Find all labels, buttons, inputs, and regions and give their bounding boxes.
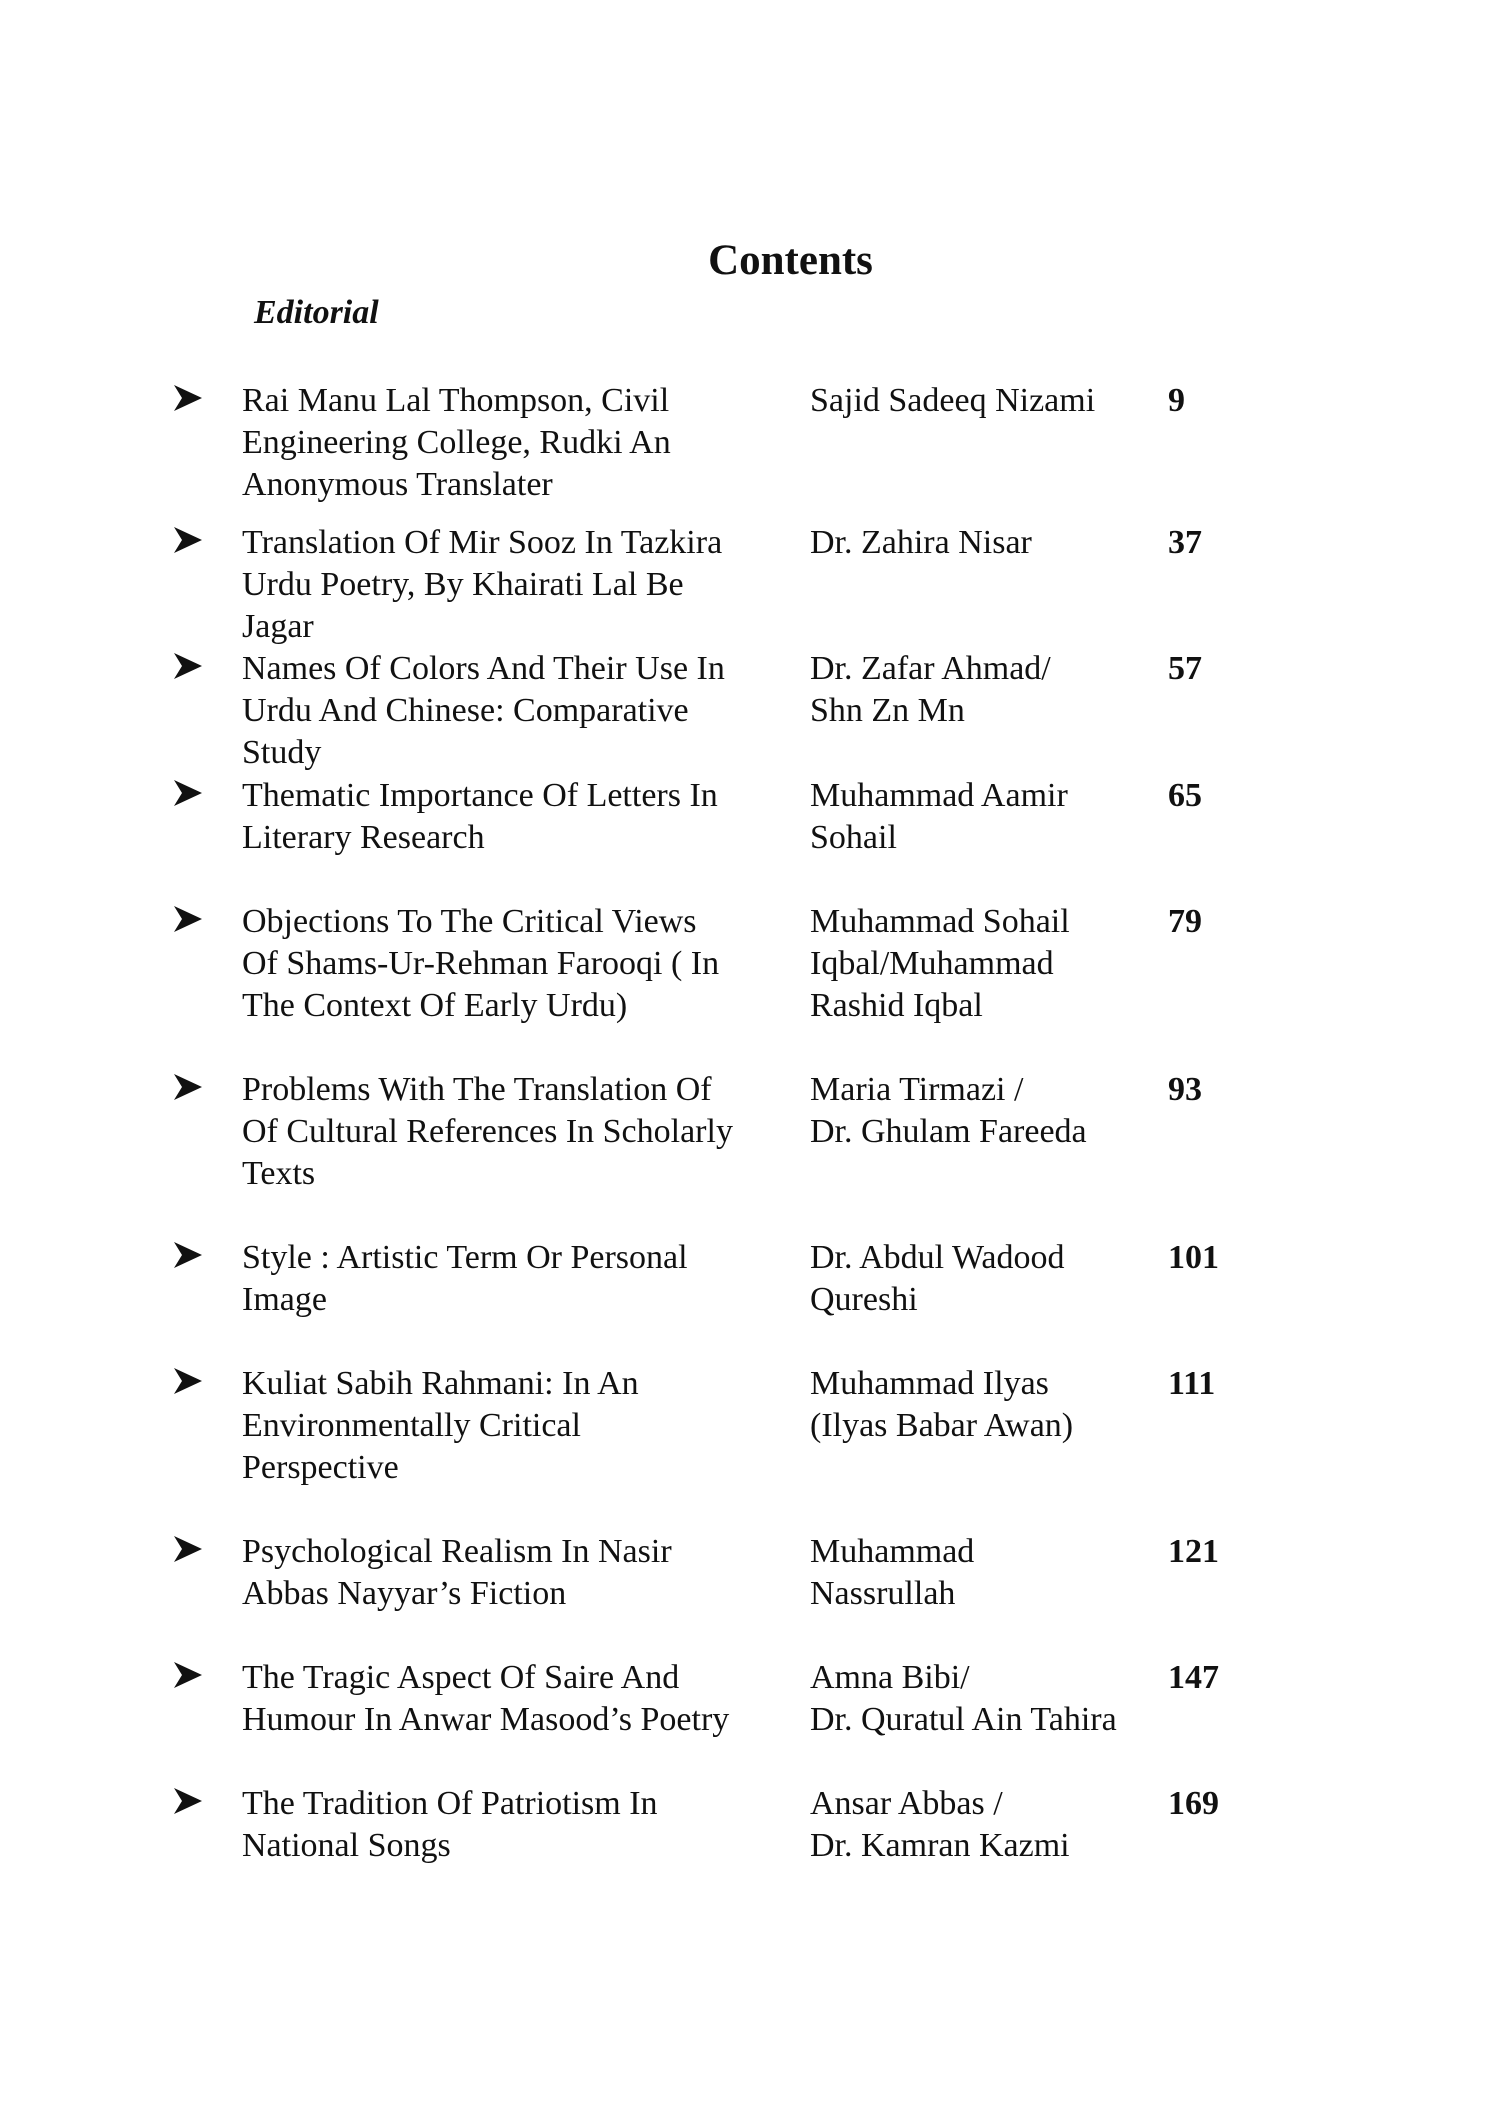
arrow-bullet-icon: [172, 1365, 204, 1397]
article-author: Maria Tirmazi / Dr. Ghulam Fareeda: [810, 1071, 1087, 1150]
arrow-bullet-icon: [172, 777, 204, 809]
article-author: Muhammad Nassrullah: [810, 1533, 975, 1612]
page-number: 79: [1168, 903, 1202, 940]
page-number: 111: [1168, 1365, 1216, 1402]
arrow-bullet-icon: [172, 1533, 204, 1565]
page-number: 37: [1168, 524, 1202, 561]
article-title: Style : Artistic Term Or Personal Image: [242, 1239, 688, 1318]
page-number: 65: [1168, 777, 1202, 814]
article-title: Translation Of Mir Sooz In Tazkira Urdu Poetry, By Khairati Lal Be Jagar: [242, 524, 723, 645]
arrow-bullet-icon: [172, 903, 204, 935]
page-number: 101: [1168, 1239, 1219, 1276]
article-title: Objections To The Critical Views Of Shams-Ur-Rehman Farooqi ( In The Context Of Early Urdu): [242, 903, 720, 1024]
article-author: Amna Bibi/ Dr. Quratul Ain Tahira: [810, 1659, 1117, 1738]
article-author: Muhammad Sohail Iqbal/Muhammad Rashid Iqbal: [810, 903, 1070, 1024]
article-title: Names Of Colors And Their Use In Urdu And Chinese: Comparative Study: [242, 650, 725, 771]
article-title: Psychological Realism In Nasir Abbas Nayyar’s Fiction: [242, 1533, 672, 1612]
article-title: Rai Manu Lal Thompson, Civil Engineering College, Rudki An Anonymous Translater: [242, 382, 671, 503]
arrow-bullet-icon: [172, 1659, 204, 1691]
arrow-bullet-icon: [172, 1785, 204, 1817]
article-author: Muhammad Ilyas (Ilyas Babar Awan): [810, 1365, 1074, 1444]
article-author: Dr. Zahira Nisar: [810, 524, 1032, 561]
arrow-bullet-icon: [172, 524, 204, 556]
article-author: Dr. Abdul Wadood Qureshi: [810, 1239, 1065, 1318]
arrow-bullet-icon: [172, 1071, 204, 1103]
page-number: 9: [1168, 382, 1185, 419]
page-number: 57: [1168, 650, 1202, 687]
article-title: Thematic Importance Of Letters In Literary Research: [242, 777, 718, 856]
article-title: Problems With The Translation Of Of Cultural References In Scholarly Texts: [242, 1071, 733, 1192]
page-number: 93: [1168, 1071, 1202, 1108]
page-number: 169: [1168, 1785, 1219, 1822]
page-title: Contents: [708, 237, 873, 284]
article-title: Kuliat Sabih Rahmani: In An Environmentally Critical Perspective: [242, 1365, 639, 1486]
page-number: 121: [1168, 1533, 1219, 1570]
arrow-bullet-icon: [172, 650, 204, 682]
article-author: Ansar Abbas / Dr. Kamran Kazmi: [810, 1785, 1070, 1864]
article-author: Muhammad Aamir Sohail: [810, 777, 1068, 856]
page-number: 147: [1168, 1659, 1219, 1696]
article-author: Dr. Zafar Ahmad/ Shn Zn Mn: [810, 650, 1051, 729]
article-title: The Tragic Aspect Of Saire And Humour In Anwar Masood’s Poetry: [242, 1659, 730, 1738]
arrow-bullet-icon: [172, 382, 204, 414]
article-title: The Tradition Of Patriotism In National Songs: [242, 1785, 658, 1864]
arrow-bullet-icon: [172, 1239, 204, 1271]
article-author: Sajid Sadeeq Nizami: [810, 382, 1096, 419]
editorial-label: Editorial: [254, 294, 379, 331]
